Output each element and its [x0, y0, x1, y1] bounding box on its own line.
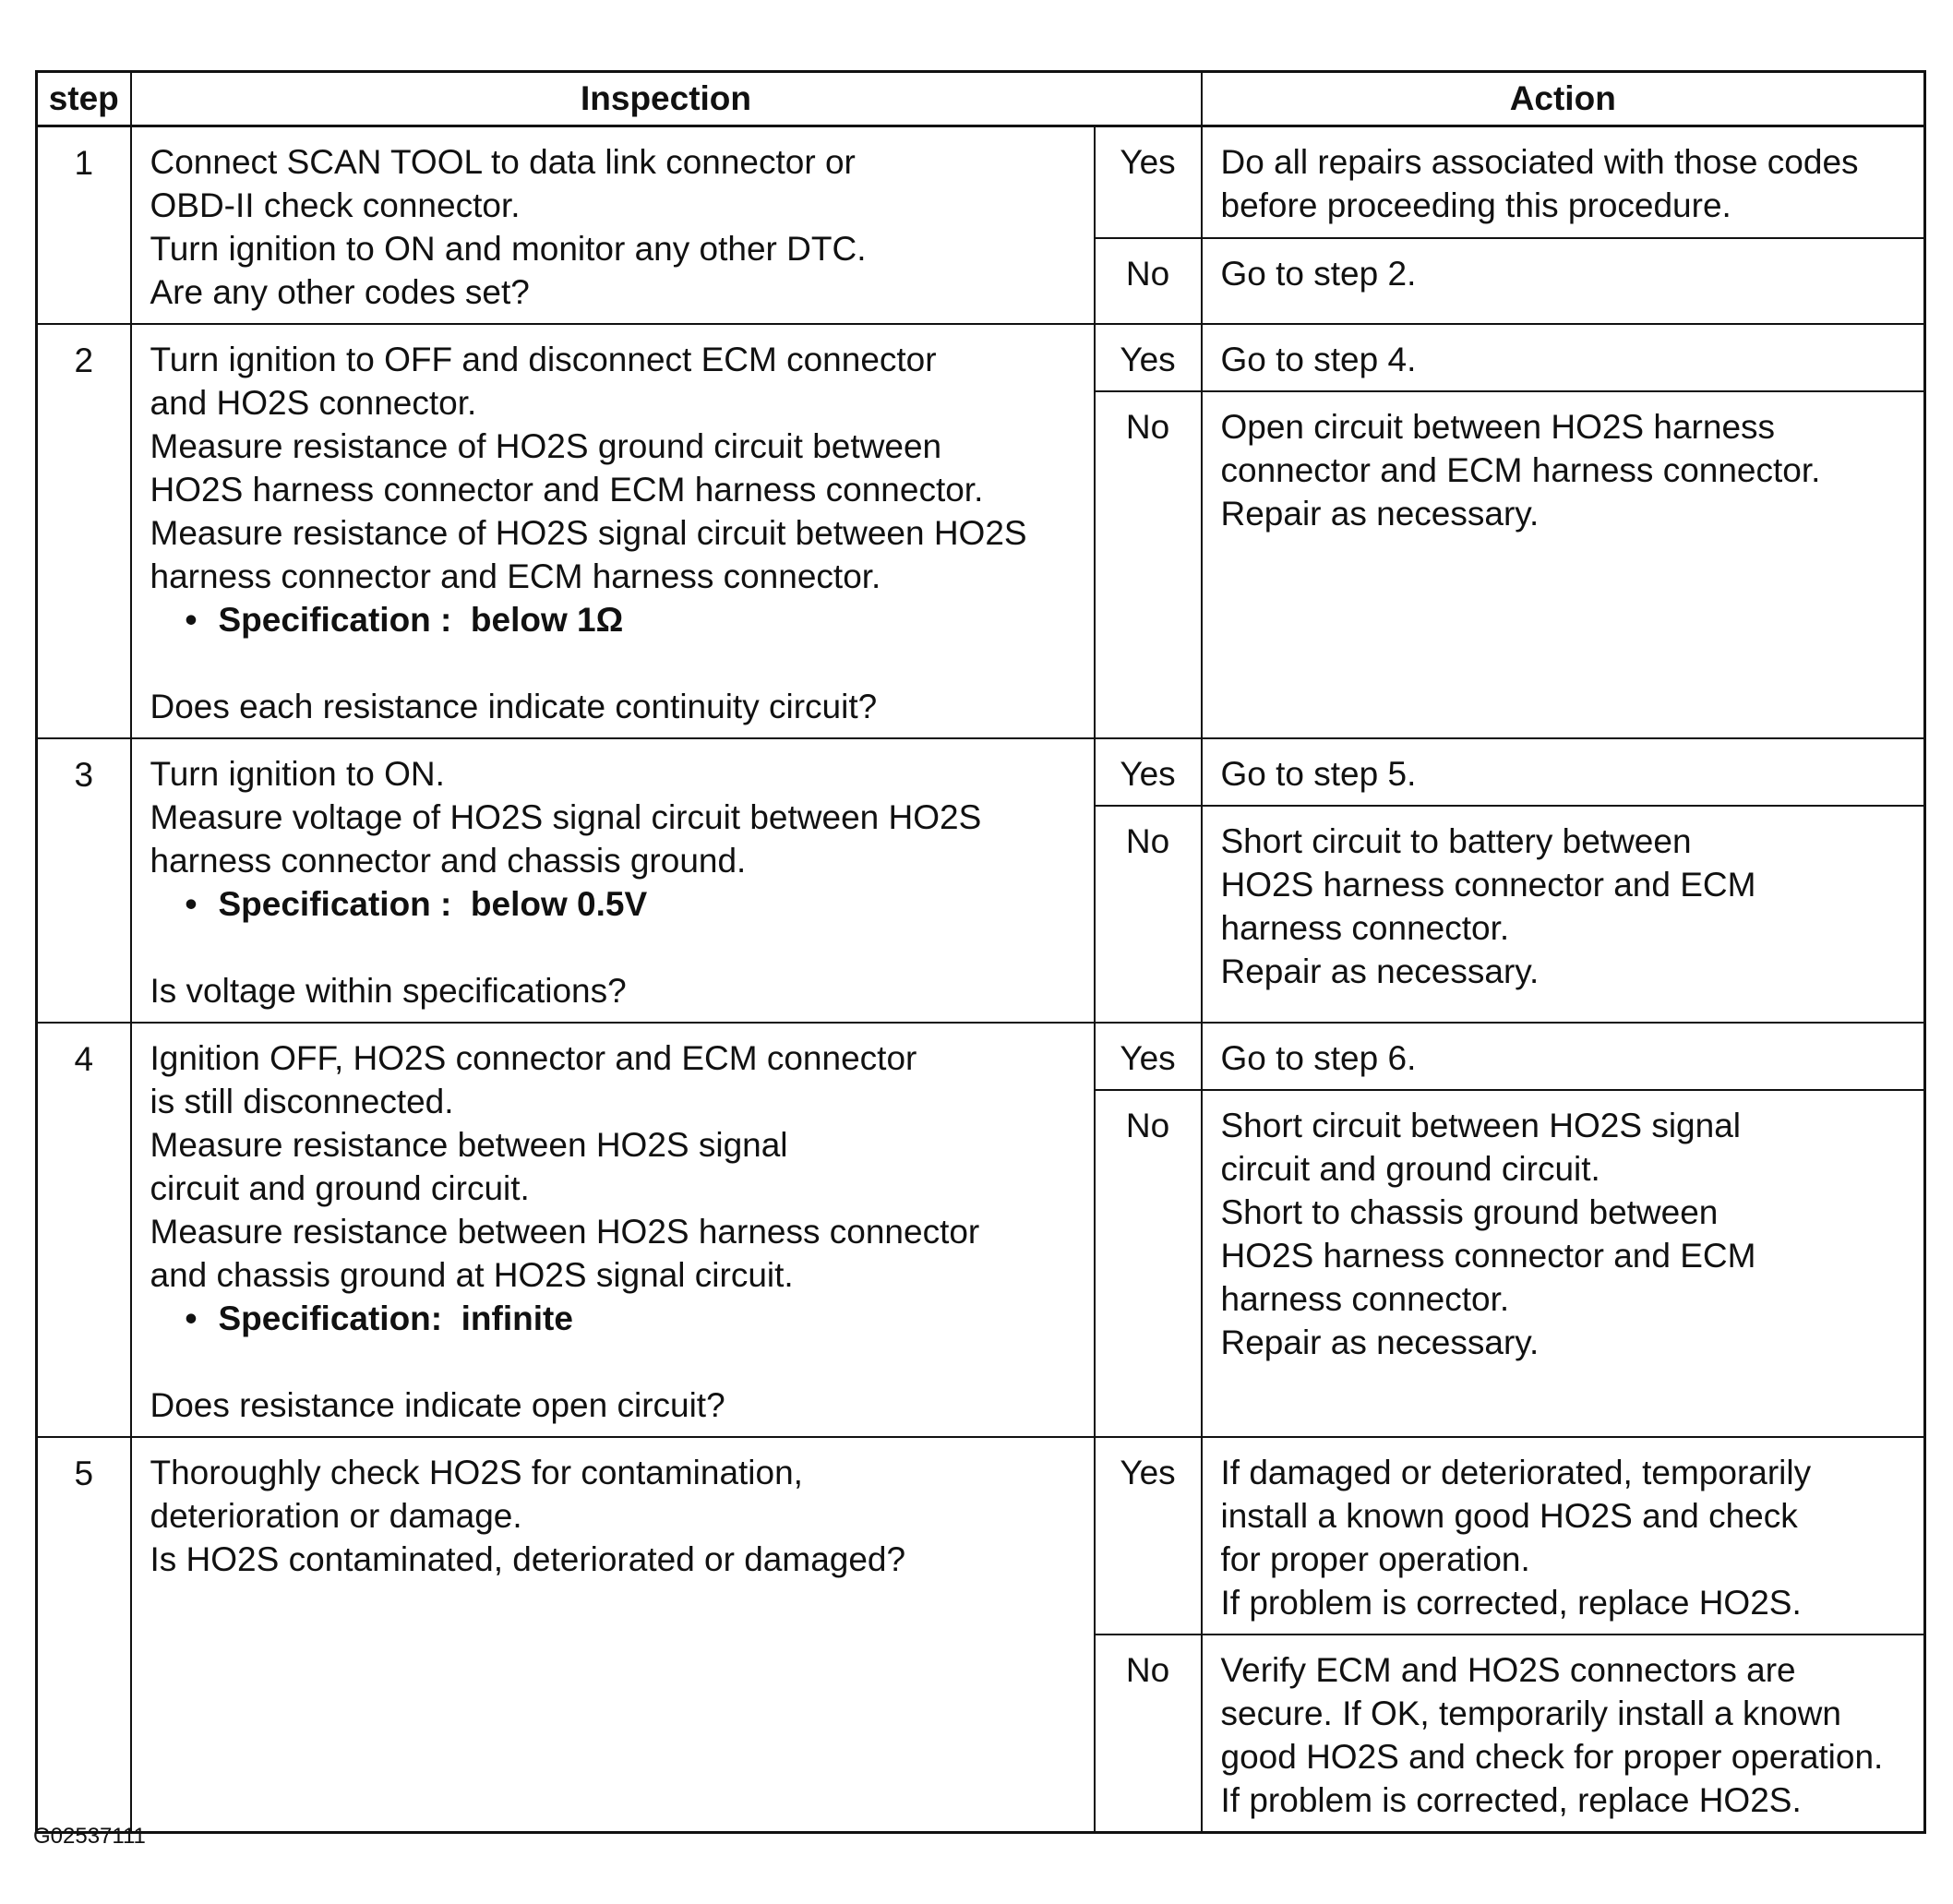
- bullet-icon: •: [185, 1299, 198, 1337]
- action-line: before proceeding this procedure.: [1220, 186, 1731, 224]
- action-line: harness connector.: [1220, 909, 1510, 948]
- inspection-line: Measure resistance of HO2S ground circuit between: [150, 427, 942, 465]
- no-action: [1202, 806, 1925, 1023]
- header-step: step: [37, 72, 131, 126]
- step-2-inspection: [131, 324, 1095, 738]
- step-5-yes-row: [37, 1437, 1925, 1635]
- action-line: If damaged or deteriorated, temporarily: [1220, 1454, 1812, 1491]
- step-number: 4: [37, 1023, 131, 1437]
- no-label: No: [1095, 806, 1202, 1023]
- action-line: HO2S harness connector and ECM: [1220, 1237, 1756, 1275]
- action-line: Repair as necessary.: [1220, 952, 1540, 991]
- inspection-question: Does resistance indicate open circuit?: [150, 1386, 725, 1424]
- yes-label: Yes: [1095, 1437, 1202, 1635]
- action-line: Go to step 2.: [1220, 255, 1417, 293]
- figure-id: G02537111: [33, 1824, 146, 1849]
- action-line: Short circuit between HO2S signal: [1220, 1107, 1741, 1144]
- action-line: Open circuit between HO2S harness: [1220, 408, 1776, 446]
- inspection-line: Is HO2S contaminated, deteriorated or damaged?: [150, 1540, 906, 1578]
- step-number: 5: [37, 1437, 131, 1833]
- action-line: for proper operation.: [1220, 1540, 1530, 1578]
- inspection-line: and HO2S connector.: [150, 384, 477, 422]
- yes-action: [1202, 126, 1925, 239]
- specification: [150, 1297, 1084, 1340]
- yes-action: [1202, 1437, 1925, 1635]
- inspection-line: Measure voltage of HO2S signal circuit between HO2S: [150, 798, 982, 836]
- step-1-inspection: [131, 126, 1095, 325]
- step-number: 2: [37, 324, 131, 738]
- no-label: No: [1095, 391, 1202, 738]
- bullet-icon: •: [185, 601, 198, 639]
- inspection-line: Measure resistance between HO2S harness connector: [150, 1213, 980, 1251]
- specification-text: Specification : below 1Ω: [218, 601, 624, 639]
- inspection-line: and chassis ground at HO2S signal circuit.: [150, 1256, 794, 1294]
- inspection-line: Measure resistance between HO2S signal: [150, 1126, 788, 1164]
- step-3-inspection: [131, 738, 1095, 1023]
- no-action: [1202, 238, 1925, 324]
- inspection-line: OBD-II check connector.: [150, 186, 521, 224]
- spacer: [150, 1340, 1084, 1383]
- yes-label: Yes: [1095, 324, 1202, 391]
- inspection-line: Measure resistance of HO2S signal circuit between HO2S: [150, 514, 1027, 552]
- inspection-line: Thoroughly check HO2S for contamination,: [150, 1454, 803, 1491]
- no-action: [1202, 1090, 1925, 1437]
- yes-action: [1202, 1023, 1925, 1090]
- yes-label: Yes: [1095, 1023, 1202, 1090]
- step-4-yes-row: [37, 1023, 1925, 1090]
- inspection-line: is still disconnected.: [150, 1083, 454, 1120]
- inspection-line: deterioration or damage.: [150, 1497, 522, 1535]
- header-inspection: Inspection: [131, 72, 1202, 126]
- action-line: Go to step 6.: [1220, 1039, 1417, 1077]
- action-line: If problem is corrected, replace HO2S.: [1220, 1781, 1802, 1819]
- step-3-yes-row: [37, 738, 1925, 806]
- no-action: [1202, 1635, 1925, 1833]
- action-line: Verify ECM and HO2S connectors are: [1220, 1651, 1796, 1689]
- action-line: Repair as necessary.: [1220, 1323, 1540, 1361]
- yes-action: [1202, 324, 1925, 391]
- action-line: harness connector.: [1220, 1280, 1510, 1318]
- inspection-question: Is voltage within specifications?: [150, 972, 627, 1010]
- diagnostic-table: [35, 70, 1926, 1834]
- action-line: Do all repairs associated with those codes: [1220, 143, 1859, 181]
- action-line: Go to step 5.: [1220, 755, 1417, 793]
- inspection-line: harness connector and ECM harness connector.: [150, 557, 881, 595]
- inspection-line: Are any other codes set?: [150, 273, 530, 311]
- action-line: Short circuit to battery between: [1220, 822, 1692, 861]
- inspection-line: Turn ignition to ON.: [150, 755, 445, 793]
- action-line: connector and ECM harness connector.: [1220, 451, 1821, 489]
- step-2-yes-row: [37, 324, 1925, 391]
- action-line: Go to step 4.: [1220, 341, 1417, 378]
- spacer: [150, 641, 1084, 685]
- step-1-yes-row: [37, 126, 1925, 239]
- action-line: If problem is corrected, replace HO2S.: [1220, 1584, 1802, 1622]
- specification-text: Specification : below 0.5V: [218, 885, 648, 923]
- action-line: Short to chassis ground between: [1220, 1193, 1719, 1231]
- header-row: [37, 72, 1925, 126]
- action-line: circuit and ground circuit.: [1220, 1150, 1600, 1188]
- step-number: 3: [37, 738, 131, 1023]
- inspection-line: circuit and ground circuit.: [150, 1169, 530, 1207]
- header-action: Action: [1202, 72, 1925, 126]
- yes-label: Yes: [1095, 738, 1202, 806]
- no-label: No: [1095, 1635, 1202, 1833]
- step-5-inspection: [131, 1437, 1095, 1833]
- action-line: good HO2S and check for proper operation.: [1220, 1738, 1884, 1776]
- step-4-inspection: [131, 1023, 1095, 1437]
- action-line: Repair as necessary.: [1220, 495, 1540, 533]
- action-line: HO2S harness connector and ECM: [1220, 866, 1756, 904]
- bullet-icon: •: [185, 885, 198, 923]
- inspection-line: Turn ignition to OFF and disconnect ECM connector: [150, 341, 937, 378]
- yes-label: Yes: [1095, 126, 1202, 239]
- specification: [150, 598, 1084, 641]
- inspection-line: Turn ignition to ON and monitor any other DTC.: [150, 230, 867, 268]
- specification: [150, 882, 1084, 926]
- no-label: No: [1095, 238, 1202, 324]
- inspection-line: harness connector and chassis ground.: [150, 842, 747, 880]
- action-line: install a known good HO2S and check: [1220, 1497, 1798, 1535]
- step-number: 1: [37, 126, 131, 325]
- inspection-line: HO2S harness connector and ECM harness connector.: [150, 471, 984, 509]
- inspection-question: Does each resistance indicate continuity circuit?: [150, 688, 878, 725]
- action-line: secure. If OK, temporarily install a known: [1220, 1694, 1841, 1732]
- specification-text: Specification: infinite: [218, 1299, 573, 1337]
- no-label: No: [1095, 1090, 1202, 1437]
- spacer: [150, 926, 1084, 969]
- yes-action: [1202, 738, 1925, 806]
- inspection-line: Ignition OFF, HO2S connector and ECM connector: [150, 1039, 917, 1077]
- inspection-line: Connect SCAN TOOL to data link connector or: [150, 143, 856, 181]
- no-action: [1202, 391, 1925, 738]
